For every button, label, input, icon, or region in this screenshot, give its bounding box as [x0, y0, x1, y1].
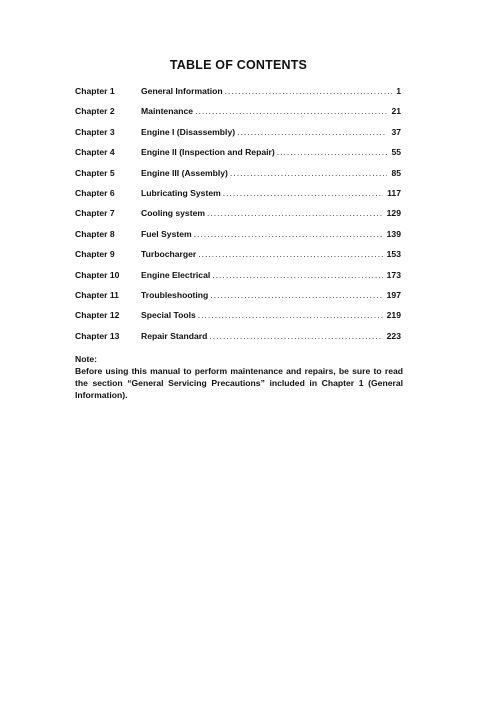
toc-dot-leader [198, 310, 383, 320]
toc-chapter-title: General Information [141, 86, 223, 96]
toc-chapter-title: Cooling system [141, 208, 205, 219]
toc-page-number: 117 [387, 187, 401, 198]
toc-entry-chapter-10 [75, 270, 401, 290]
toc-chapter-label: Chapter 11 [75, 289, 119, 300]
toc-chapter-label: Chapter 10 [75, 269, 120, 280]
toc-entry-chapter-9 [75, 249, 401, 269]
toc-dot-leader [209, 331, 382, 341]
note-label: Note: [75, 354, 97, 364]
toc-page-number: 219 [386, 310, 401, 321]
toc-page-number: 197 [386, 289, 401, 300]
table-of-contents [75, 86, 401, 351]
toc-dot-leader [277, 147, 388, 157]
toc-dot-leader [210, 290, 382, 300]
servicing-note [75, 353, 403, 401]
toc-chapter-title: Engine II (Inspection and Repair) [141, 147, 275, 158]
toc-chapter-label: Chapter 6 [75, 187, 115, 198]
toc-entry-chapter-11 [75, 290, 401, 310]
toc-dot-leader [207, 208, 383, 218]
toc-dot-leader [225, 86, 393, 96]
toc-entry-chapter-2 [75, 106, 401, 126]
toc-page-number: 55 [391, 147, 401, 158]
toc-chapter-label: Chapter 5 [75, 167, 115, 178]
toc-chapter-title: Repair Standard [141, 330, 208, 341]
toc-dot-leader [237, 127, 387, 137]
toc-entry-chapter-8 [75, 229, 401, 249]
toc-chapter-label: Chapter 12 [75, 310, 120, 321]
toc-chapter-label: Chapter 8 [75, 228, 115, 239]
toc-chapter-title: Engine I (Disassembly) [141, 126, 236, 137]
toc-page-number: 85 [391, 167, 401, 178]
toc-chapter-label: Chapter 1 [75, 86, 115, 96]
toc-chapter-title: Special Tools [141, 310, 196, 321]
toc-entry-chapter-3 [75, 127, 401, 147]
toc-page-number: 129 [386, 208, 401, 219]
toc-chapter-title: Fuel System [141, 228, 192, 239]
toc-chapter-title: Engine III (Assembly) [141, 167, 228, 178]
toc-chapter-title: Turbocharger [141, 249, 197, 260]
toc-page-number: 37 [391, 126, 401, 137]
toc-page-number: 139 [386, 228, 401, 239]
toc-chapter-label: Chapter 4 [75, 147, 115, 158]
toc-chapter-title: Maintenance [141, 106, 194, 117]
toc-entry-chapter-5 [75, 168, 401, 188]
toc-dot-leader [194, 229, 383, 239]
toc-page-number: 173 [386, 269, 401, 280]
toc-dot-leader [198, 249, 382, 259]
toc-page-number: 223 [386, 330, 401, 341]
toc-chapter-title: Troubleshooting [141, 289, 209, 300]
toc-entry-chapter-4 [75, 147, 401, 167]
toc-entry-chapter-6 [75, 188, 401, 208]
page-title: TABLE OF CONTENTS [169, 58, 308, 72]
toc-chapter-title: Lubricating System [141, 187, 221, 198]
note-text: Before using this manual to perform maintenance and repairs, be sure to read the section “General Servicing Precautions” included in Chapter 1 (General Information). [75, 366, 403, 400]
toc-chapter-label: Chapter 9 [75, 249, 115, 260]
toc-page-number: 21 [391, 106, 401, 117]
toc-chapter-title: Engine Electrical [141, 269, 211, 280]
toc-entry-chapter-7 [75, 208, 401, 228]
toc-entry-chapter-1 [75, 86, 401, 106]
toc-chapter-label: Chapter 13 [75, 330, 120, 341]
toc-page-number: 153 [386, 249, 401, 260]
toc-dot-leader [223, 188, 383, 198]
toc-dot-leader [195, 106, 387, 116]
toc-entry-chapter-12 [75, 310, 401, 330]
toc-chapter-label: Chapter 3 [75, 126, 115, 137]
toc-entry-chapter-13 [75, 331, 401, 351]
toc-dot-leader [230, 168, 388, 178]
toc-dot-leader [212, 270, 382, 280]
toc-chapter-label: Chapter 2 [75, 106, 115, 117]
toc-page-number: 1 [396, 86, 401, 96]
toc-chapter-label: Chapter 7 [75, 208, 115, 219]
